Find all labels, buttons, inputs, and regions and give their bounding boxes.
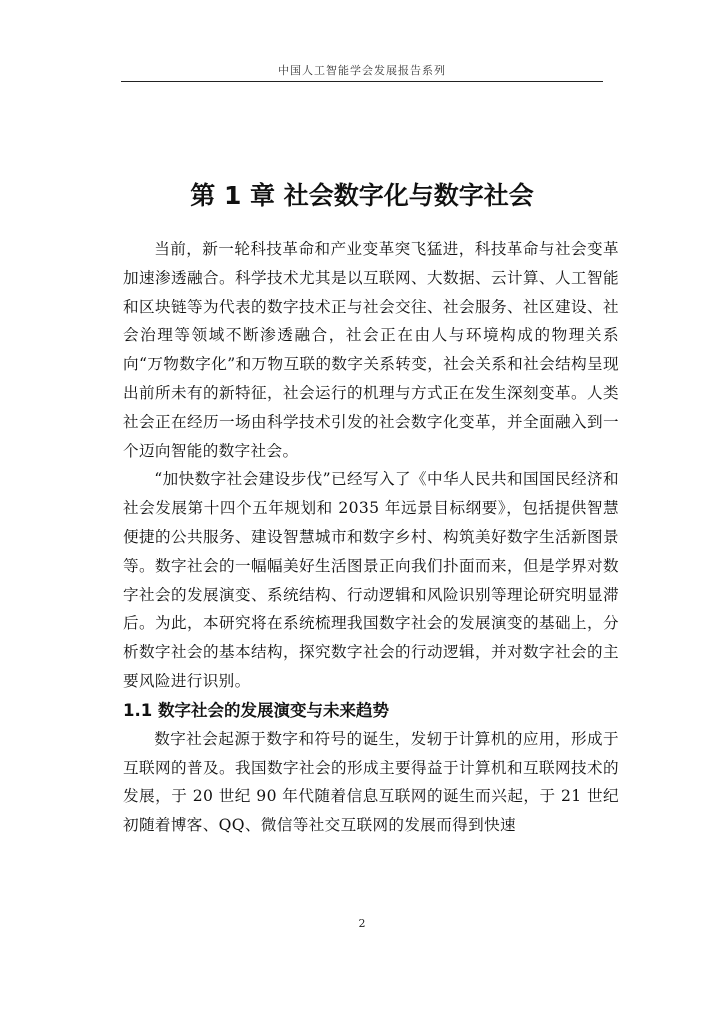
body-text — [123, 235, 619, 840]
intro-paragraph-2: “加快数字社会建设步伐”已经写入了《中华人民共和国国民经济和社会发展第十四个五年规划和 2035 年远景目标纲要》，包括提供智慧便捷的公共服务、建设智慧城市和数字乡村、构筑美好数字生活新图景等。数字社会的一幅幅美好生活图景正向我们扑面而来，但是学界对数字社会的发展演变、系统结构、行动逻辑和风险识别等理论研究明显滞后。为此，本研究将在系统梳理我国数字社会的发展演变的基础上，分析数字社会的基本结构，探究数字社会的行动逻辑，并对数字社会的主要风险进行识别。 — [123, 470, 619, 690]
chapter-title: 第 1 章 社会数字化与数字社会 — [190, 181, 534, 210]
header-divider — [121, 81, 603, 82]
intro-paragraph-1: 当前，新一轮科技革命和产业变革突飞猛进，科技革命与社会变革加速渗透融合。科学技术尤其是以互联网、大数据、云计算、人工智能和区块链等为代表的数字技术正与社会交往、社会服务、社区建设、社会治理等领域不断渗透融合，社会正在由人与环境构成的物理关系向“万物数字化”和万物互联的数字关系转变，社会关系和社会结构呈现出前所未有的新特征，社会运行的机理与方式正在发生深刻变革。人类社会正在经历一场由科学技术引发的社会数字化变革，并全面融入到一个迈向智能的数字社会。 — [123, 240, 619, 460]
running-header: 中国人工智能学会发展报告系列 — [278, 64, 446, 77]
section-heading: 1.1 数字社会的发展演变与未来趋势 — [123, 700, 389, 720]
page-number: 2 — [358, 917, 366, 930]
section-paragraph-1: 数字社会起源于数字和符号的诞生，发轫于计算机的应用，形成于互联网的普及。我国数字社会的形成主要得益于计算机和互联网技术的发展，于 20 世纪 90 年代随着信息互联网的诞生而兴起，于 21 世纪初随着博客、QQ、微信等社交互联网的发展而得到快速 — [123, 729, 619, 835]
